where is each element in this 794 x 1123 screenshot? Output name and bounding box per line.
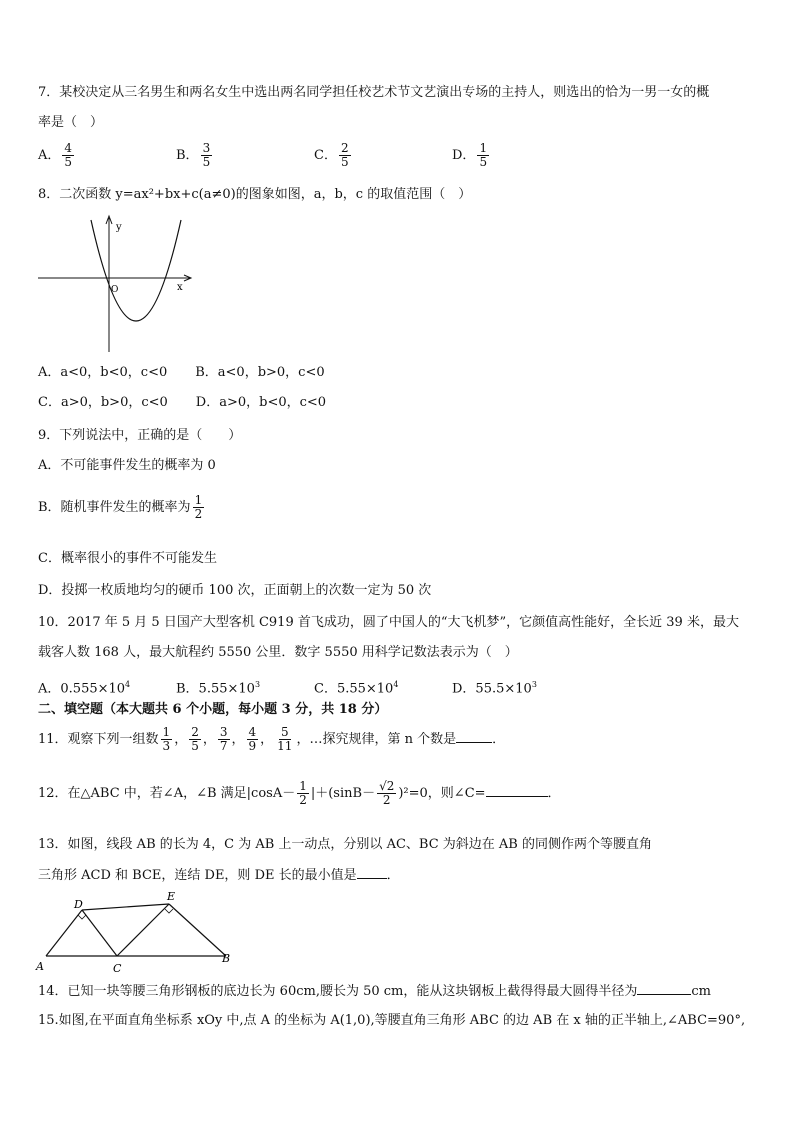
q8-option-b: B．a<0，b>0，c<0 xyxy=(195,365,325,380)
q7-line1: 7．某校决定从三名男生和两名女生中选出两名同学担任校艺术节文艺演出专场的主持人，则选出的恰为一男一女的概 xyxy=(38,85,710,100)
q7-option-d: D． $\frac{1}{5}$ xyxy=(452,141,488,169)
q10-option-a: A．$0.555\times 10^4$ xyxy=(38,680,131,697)
q8-option-d: D．a>0，b<0，c<0 xyxy=(195,395,327,410)
point-a-label: A xyxy=(36,960,44,973)
q8-stem: 8．二次函数 y=ax²+bx+c(a≠0)的图象如图，a，b，c 的取值范围（ ） xyxy=(38,187,472,202)
q13-line1: 13．如图，线段 AB 的长为 4，C 为 AB 上一动点，分别以 AC、BC 为斜边在 AB 的同侧作两个等腰直角 xyxy=(38,837,652,852)
section-heading: 二、填空题（本大题共 6 个小题，每小题 3 分，共 18 分） xyxy=(38,702,388,717)
q14-line: 14．已知一块等腰三角形钢板的底边长为 60cm,腰长为 50 cm，能从这块钢板上截得得最大圆得半径为 cm xyxy=(38,984,711,999)
q8-options-row2 xyxy=(38,394,326,412)
q7-line2: 率是（ ） xyxy=(38,115,104,130)
y-axis-label: y xyxy=(116,222,122,233)
q12-line: 12．在△ABC 中，若∠A，∠B 满足|cosA－ $\frac{1}{2}$ |＋(sinB－ $\frac{√2}{2}$ )²=0，则∠C= ． xyxy=(38,779,561,807)
answer-blank xyxy=(486,784,548,797)
q10-line2: 载客人数 168 人，最大航程约 5550 公里．数字 5550 用科学记数法表示为（ ） xyxy=(38,645,518,660)
q8-option-a: A．a<0，b<0，c<0 xyxy=(38,365,168,380)
q7-option-a: A． $\frac{4}{5}$ xyxy=(38,141,73,169)
triangles-figure xyxy=(34,890,240,976)
q10-line1: 10．2017 年 5 月 5 日国产大型客机 C919 首飞成功，圆了中国人的“大飞机梦”，它颜值高性能好，全长近 39 米，最大 xyxy=(38,615,739,630)
q9-option-b: B．随机事件发生的概率为 $\frac{1}{2}$ xyxy=(38,493,203,521)
q8-options-row1 xyxy=(38,364,325,382)
answer-blank xyxy=(357,866,387,879)
point-e-label: E xyxy=(167,890,176,903)
q15-line: 15.如图,在平面直角坐标系 xOy 中,点 A 的坐标为 A(1,0),等腰直角三角形 ABC 的边 AB 在 x 轴的正半轴上,∠ABC=90°, xyxy=(38,1013,746,1028)
q10-option-c: C．$5.55\times 10^4$ xyxy=(314,680,399,697)
parabola-graph xyxy=(36,212,198,354)
q7-option-b: B． $\frac{3}{5}$ xyxy=(176,141,211,169)
q13-line2: 三角形 ACD 和 BCE，连结 DE，则 DE 长的最小值是 ． xyxy=(38,868,400,883)
q10-option-b: B．$5.55\times 10^3$ xyxy=(176,680,261,697)
answer-blank xyxy=(456,730,492,743)
x-axis-label: x xyxy=(177,282,183,293)
q8-option-c: C．a>0，b>0，c<0 xyxy=(38,395,168,410)
q10-option-d: D．$55.5\times 10^3$ xyxy=(452,680,537,697)
q9-stem: 9．下列说法中，正确的是（ ） xyxy=(38,428,242,443)
q9-option-a: A．不可能事件发生的概率为 0 xyxy=(38,458,216,473)
q7-option-c: C． $\frac{2}{5}$ xyxy=(314,141,349,169)
q11-line: 11．观察下列一组数 $\frac{1}{3}$ ， $\frac{2}{5}$ ， $\frac{3}{7}$ ， $\frac{4}{9}$ ， $\frac{5}{11}$ ，…探究规律，第 n 个数是 ． xyxy=(38,725,506,753)
point-b-label: B xyxy=(222,952,231,965)
point-d-label: D xyxy=(74,898,83,911)
q9-option-d: D．投掷一枚质地均匀的硬币 100 次，正面朝上的次数一定为 50 次 xyxy=(38,583,432,598)
origin-label: O xyxy=(111,285,119,295)
q9-option-c: C．概率很小的事件不可能发生 xyxy=(38,551,217,566)
answer-blank xyxy=(637,982,691,995)
point-c-label: C xyxy=(113,962,122,975)
